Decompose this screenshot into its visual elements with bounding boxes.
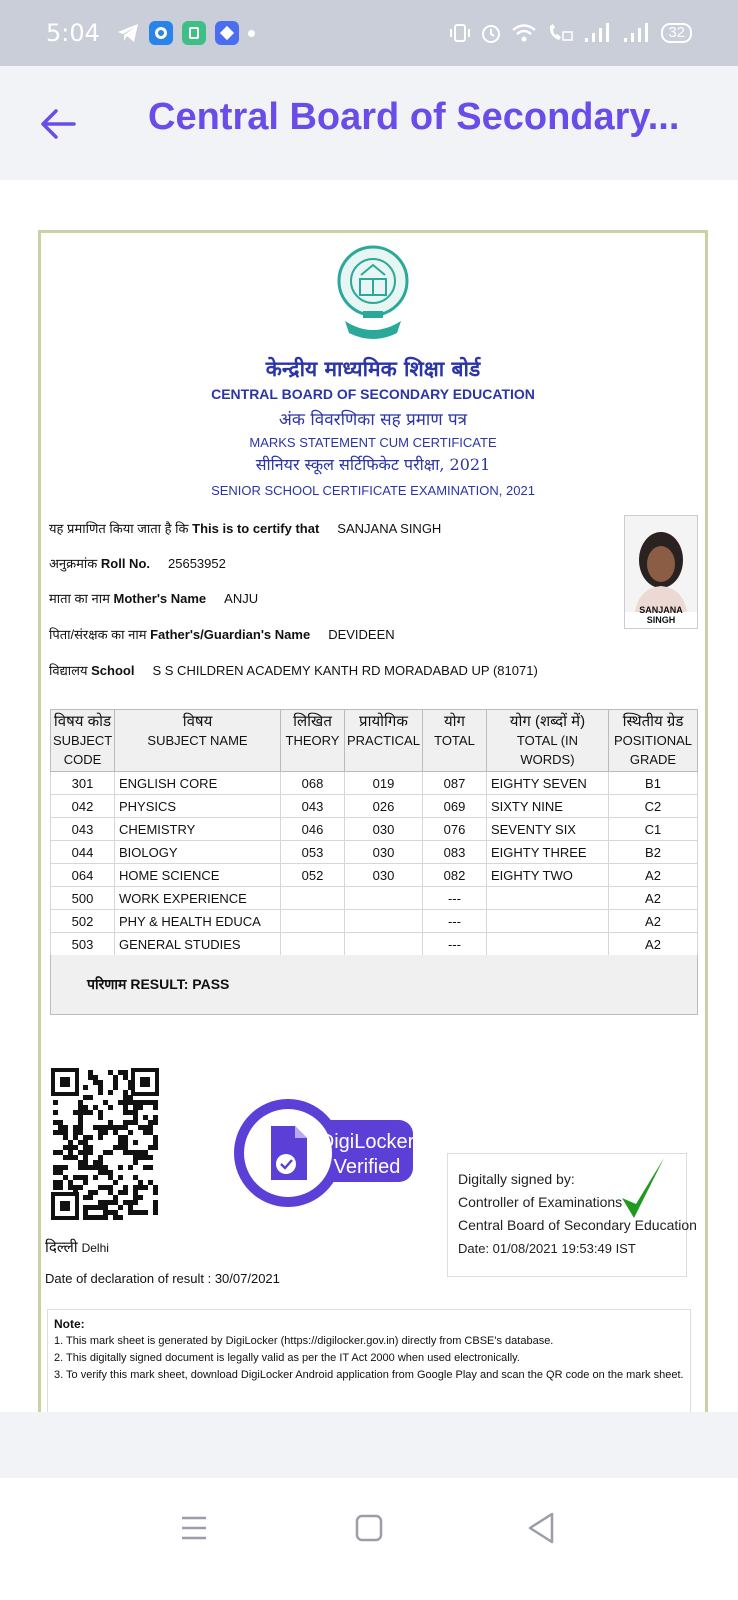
table-row: 503 GENERAL STUDIES --- A2 — [51, 933, 698, 956]
digilocker-verified-badge — [231, 1096, 421, 1210]
app-bar — [0, 66, 738, 180]
notes-title: Note: — [54, 1317, 85, 1331]
note-item: 3. To verify this mark sheet, download DigiLocker Android application from Google Play and scan the QR code on the mark sheet. — [54, 1369, 684, 1381]
result-box — [50, 955, 698, 1015]
declaration-date: 30/07/2021 — [214, 1271, 280, 1286]
telegram-icon — [116, 22, 140, 44]
roll-number-line: अनुक्रमांक Roll No. 25653952 — [49, 556, 226, 571]
board-name-english: CENTRAL BOARD OF SECONDARY EDUCATION — [211, 386, 535, 402]
board-name-hindi: केन्द्रीय माध्यमिक शिक्षा बोर्ड — [265, 356, 481, 381]
note-item: 2. This digitally signed document is legally valid as per the IT Act 2000 when used electronically. — [54, 1352, 520, 1364]
marks-statement-document — [38, 230, 708, 1412]
more-notifications-dot — [248, 30, 255, 37]
mother-name-line: माता का नाम Mother's Name ANJU — [49, 591, 259, 606]
marks-table-header — [51, 710, 698, 772]
header-positional-grade: स्थितीय ग्रेड POSITIONAL GRADE — [608, 710, 697, 772]
student-photo — [624, 515, 698, 629]
table-row: 502 PHY & HEALTH EDUCA --- A2 — [51, 910, 698, 933]
cbse-emblem-icon — [337, 241, 409, 345]
header-total-in-words: योग (शब्दों में) TOTAL (IN WORDS) — [486, 710, 608, 772]
gallery-icon — [215, 21, 239, 45]
photo-caption: SANJANA SINGH — [639, 605, 683, 625]
table-row: 064 HOME SCIENCE 052 030 082 EIGHTY TWO A2 — [51, 864, 698, 887]
school-line: विद्यालय School S S CHILDREN ACADEMY KANTH RD MORADABAD UP (81071) — [49, 663, 538, 678]
certify-line: यह प्रमाणित किया जाता है कि This is to certify that SANJANA SINGH — [49, 521, 442, 536]
table-row: 042 PHYSICS 043 026 069 SIXTY NINE C2 — [51, 795, 698, 818]
header-theory: लिखित THEORY — [281, 710, 345, 772]
digilocker-line1: DigiLocker — [319, 1131, 415, 1153]
home-icon[interactable] — [347, 1506, 391, 1550]
place: दिल्ली Delhi — [45, 1239, 109, 1256]
back-arrow-icon[interactable] — [36, 102, 80, 146]
document-title-english: MARKS STATEMENT CUM CERTIFICATE — [249, 435, 497, 450]
student-photo-portrait-icon — [625, 516, 697, 612]
signal-sim2-icon — [622, 22, 652, 44]
alarm-icon — [480, 22, 502, 44]
header-practical: प्रायोगिक PRACTICAL — [345, 710, 423, 772]
father-name-line: पिता/संरक्षक का नाम Father's/Guardian's Name DEVIDEEN — [49, 627, 395, 642]
status-bar — [0, 0, 738, 66]
table-row: 301 ENGLISH CORE 068 019 087 EIGHTY SEVEN B1 — [51, 772, 698, 795]
father-name: DEVIDEEN — [328, 627, 395, 642]
result-text: परिणाम RESULT: PASS — [87, 976, 230, 992]
school-name: S S CHILDREN ACADEMY KANTH RD MORADABAD UP (81071) — [152, 663, 538, 678]
roll-number: 25653952 — [168, 556, 226, 571]
declaration-date-line: Date of declaration of result : 30/07/2021 — [45, 1271, 280, 1286]
digital-signature-box — [447, 1153, 697, 1277]
notes-section — [47, 1309, 691, 1412]
table-row: 043 CHEMISTRY 046 030 076 SEVENTY SIX C1 — [51, 818, 698, 841]
mother-name: ANJU — [224, 591, 259, 606]
vibrate-icon — [449, 22, 471, 44]
table-row: 044 BIOLOGY 053 030 083 EIGHTY THREE B2 — [51, 841, 698, 864]
exam-name-english: SENIOR SCHOOL CERTIFICATE EXAMINATION, 2021 — [211, 483, 535, 498]
volte-call-icon — [546, 22, 574, 44]
app-icon — [182, 21, 206, 45]
navigation-bar — [0, 1478, 738, 1600]
status-time: 5:04 — [46, 19, 100, 47]
document-title-hindi: अंक विवरणिका सह प्रमाण पत्र — [278, 410, 468, 430]
battery-indicator: 32 — [661, 23, 692, 43]
signal-sim1-icon — [583, 22, 613, 44]
digilocker-line2: Verified — [333, 1156, 401, 1178]
document-viewer[interactable] — [0, 180, 738, 1412]
note-item: 1. This mark sheet is generated by DigiLocker (https://digilocker.gov.in) directly from CBSE's database. — [54, 1335, 554, 1347]
signature-text: Digitally signed by: Controller of Examinations Central Board of Secondary Education Date: 01/08/2021 19:53:49 IST — [458, 1171, 697, 1256]
recent-apps-icon[interactable] — [172, 1506, 216, 1550]
system-icons — [449, 22, 692, 44]
header-subject-name: विषय SUBJECT NAME — [115, 710, 281, 772]
table-row: 500 WORK EXPERIENCE --- A2 — [51, 887, 698, 910]
exam-name-hindi: सीनियर स्कूल सर्टिफिकेट परीक्षा, 2021 — [255, 455, 491, 474]
header-subject-code: विषय कोड SUBJECT CODE — [51, 710, 115, 772]
student-name: SANJANA SINGH — [337, 521, 442, 536]
qr-code-icon — [51, 1068, 159, 1220]
notification-icons — [116, 21, 255, 45]
wifi-icon — [511, 22, 537, 44]
app-title: Central Board of Secondary... — [148, 96, 680, 138]
browser-icon — [149, 21, 173, 45]
marks-table — [50, 709, 698, 956]
header-total: योग TOTAL — [422, 710, 486, 772]
back-nav-icon[interactable] — [520, 1506, 564, 1550]
